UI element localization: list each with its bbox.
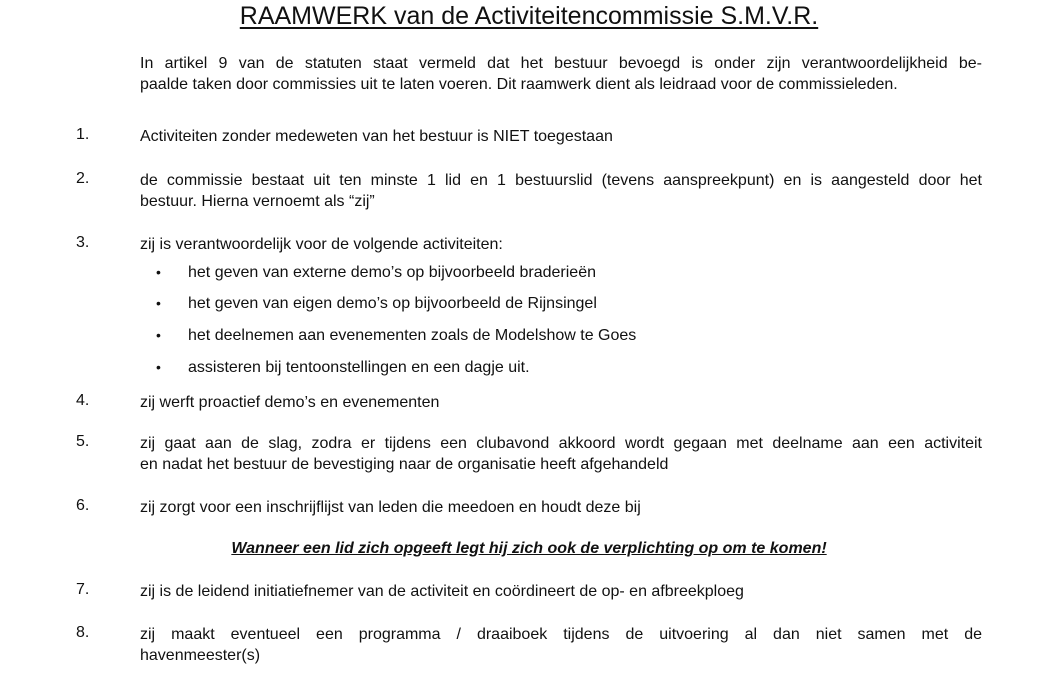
notice-text: Wanneer een lid zich opgeeft legt hij zich ook de verplichting op om te komen!	[231, 540, 827, 557]
bullet-icon: •	[156, 264, 161, 280]
item-number: 7.	[76, 581, 90, 598]
item-text-line-1: de commissie bestaat uit ten minste 1 lid en 1 bestuurslid (tevens aanspreekpunt) en is aangesteld door het	[140, 172, 982, 189]
item-number: 3.	[76, 234, 90, 251]
item-text-line-1: zij maakt eventueel een programma / draaiboek tijdens de uitvoering al dan niet samen met de	[140, 626, 982, 643]
item-text-line-2: bestuur. Hierna vernoemt als “zij”	[140, 193, 375, 210]
item-text: zij werft proactief demo’s en evenementen	[140, 394, 440, 411]
item-number: 6.	[76, 497, 90, 514]
item-number: 8.	[76, 624, 90, 641]
item-text-line-2: en nadat het bestuur de bevestiging naar de organisatie heeft afgehandeld	[140, 456, 669, 473]
document-title: RAAMWERK van de Activiteitencommissie S.M.V.R.	[239, 2, 819, 30]
bullet-text: het geven van eigen demo’s op bijvoorbeeld de Rijnsingel	[188, 295, 597, 312]
item-number: 4.	[76, 392, 90, 409]
bullet-text: het geven van externe demo’s op bijvoorbeeld braderieën	[188, 264, 596, 281]
item-text: zij is verantwoordelijk voor de volgende activiteiten:	[140, 236, 503, 253]
intro-paragraph	[140, 53, 982, 95]
bullet-icon: •	[156, 327, 161, 343]
intro-line-1: In artikel 9 van de statuten staat vermeld dat het bestuur bevoegd is onder zijn verantwoordelijkheid be-	[140, 55, 982, 72]
item-number: 5.	[76, 433, 90, 450]
item-text-line-2: havenmeester(s)	[140, 647, 261, 664]
bullet-icon: •	[156, 359, 161, 375]
item-number: 1.	[76, 126, 90, 143]
bullet-text: het deelnemen aan evenementen zoals de Modelshow te Goes	[188, 327, 637, 344]
item-text: Activiteiten zonder medeweten van het bestuur is NIET toegestaan	[140, 128, 613, 145]
intro-line-2: paalde taken door commissies uit te laten voeren. Dit raamwerk dient als leidraad voor de commissieleden.	[140, 76, 898, 93]
item-number: 2.	[76, 170, 90, 187]
item-text: zij is de leidend initiatiefnemer van de activiteit en coördineert de op- en afbreekploeg	[140, 583, 744, 600]
item-text: zij zorgt voor een inschrijflijst van leden die meedoen en houdt deze bij	[140, 499, 641, 516]
bullet-icon: •	[156, 295, 161, 311]
bullet-text: assisteren bij tentoonstellingen en een dagje uit.	[188, 359, 530, 376]
item-text-line-1: zij gaat aan de slag, zodra er tijdens een clubavond akkoord wordt gegaan met deelname aan een activiteit	[140, 435, 982, 452]
